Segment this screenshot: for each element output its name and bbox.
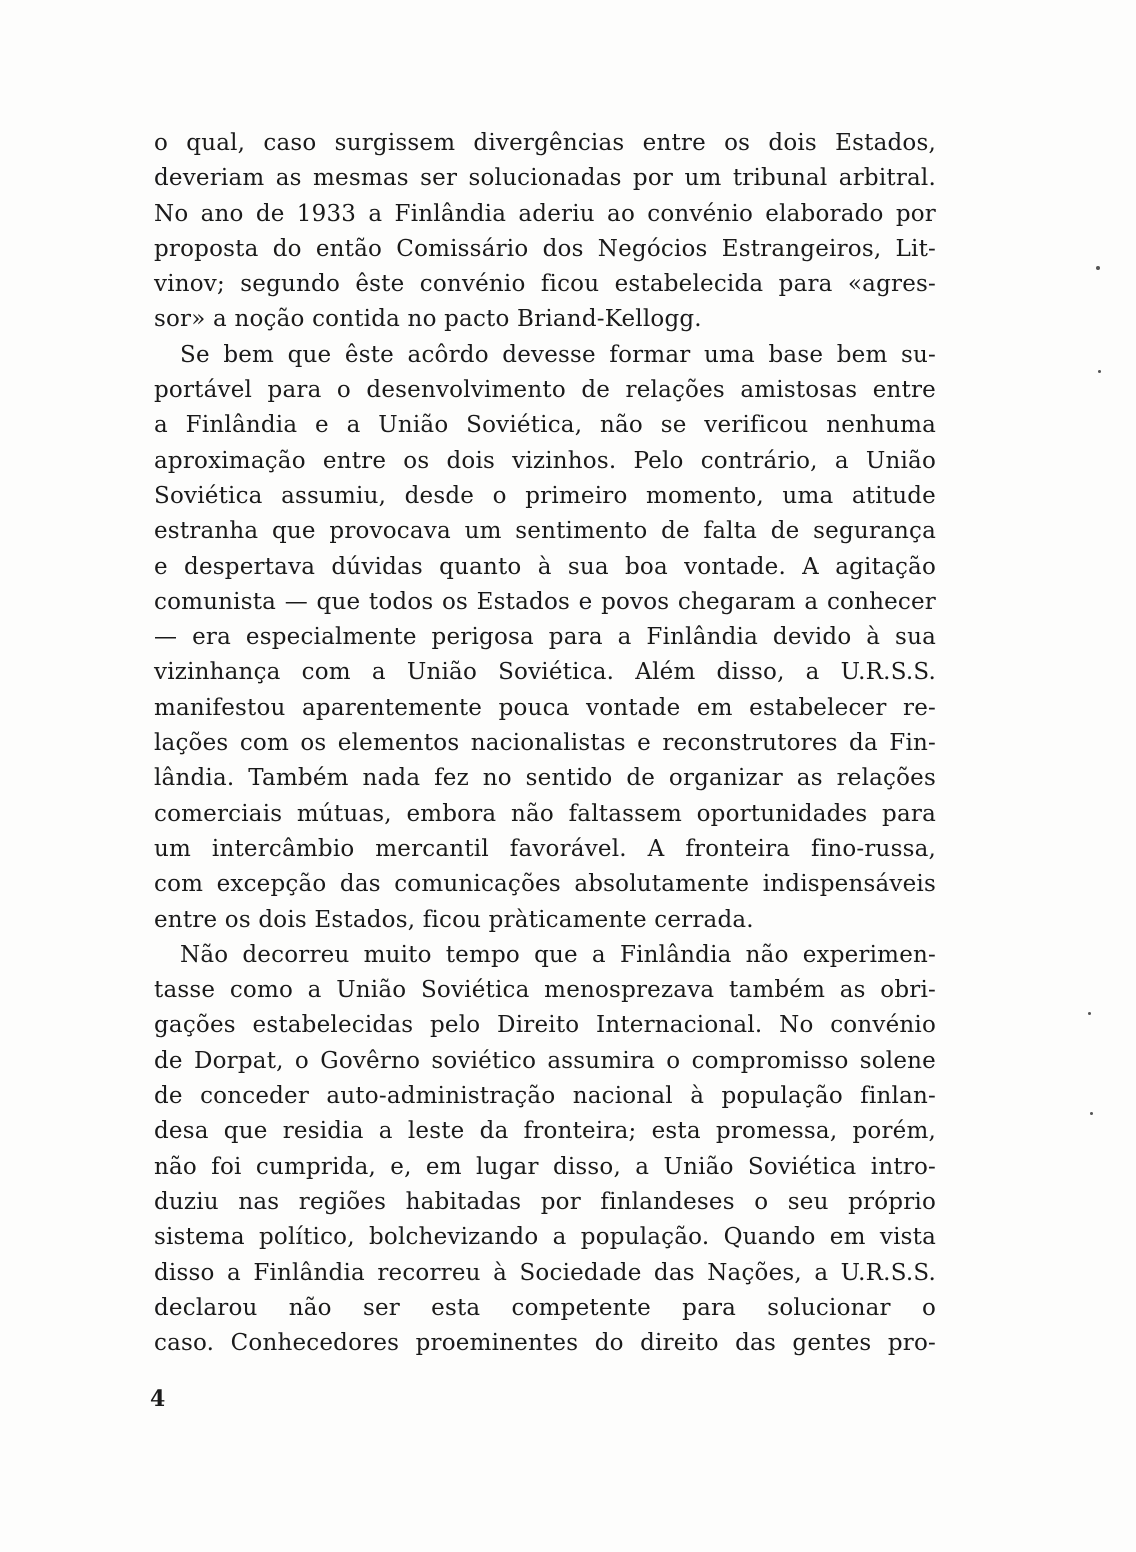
text-line: desa que residia a leste da fronteira; esta promessa, porém, (154, 1118, 936, 1145)
text-line: Soviética assumiu, desde o primeiro momento, uma atitude (154, 482, 936, 509)
text-line: não foi cumprida, e, em lugar disso, a União Soviética intro- (154, 1153, 936, 1180)
text-line: sistema político, bolchevizando a população. Quando em vista (154, 1224, 936, 1251)
text-line: Não decorreu muito tempo que a Finlândia não experimen- (180, 941, 936, 968)
scan-speck (1096, 266, 1100, 270)
text-line: — era especialmente perigosa para a Finlândia devido à sua (154, 624, 936, 651)
text-line: entre os dois Estados, ficou pràticamente cerrada. (154, 906, 754, 933)
paragraph-3 (154, 938, 936, 1362)
text-line: vinov; segundo êste convénio ficou estabelecida para «agres- (154, 271, 936, 298)
text-line: a Finlândia e a União Soviética, não se verificou nenhuma (154, 412, 936, 439)
text-line: declarou não ser esta competente para solucionar o (154, 1294, 936, 1321)
text-line: aproximação entre os dois vizinhos. Pelo contrário, a União (154, 447, 936, 474)
paragraph-2 (154, 338, 936, 938)
text-line: de Dorpat, o Govêrno soviético assumira o compromisso solene (154, 1047, 936, 1074)
text-line: com excepção das comunicações absolutamente indispensáveis (154, 871, 936, 898)
page-number: 4 (150, 1386, 166, 1412)
text-line: o qual, caso surgissem divergências entre os dois Estados, (154, 130, 936, 156)
text-line: duziu nas regiões habitadas por finlandeses o seu próprio (154, 1188, 936, 1215)
text-line: disso a Finlândia recorreu à Sociedade das Nações, a U.R.S.S. (154, 1259, 936, 1286)
text-line: um intercâmbio mercantil favorável. A fronteira fino-russa, (154, 835, 936, 862)
text-line: proposta do então Comissário dos Negócios Estrangeiros, Lit- (154, 235, 936, 262)
scan-speck (1090, 1112, 1093, 1115)
scan-speck (1088, 1012, 1091, 1015)
scan-speck (1098, 370, 1101, 373)
text-line: comunista — que todos os Estados e povos chegaram a conhecer (154, 588, 936, 615)
text-line: No ano de 1933 a Finlândia aderiu ao convénio elaborado por (154, 200, 936, 227)
text-line: tasse como a União Soviética menosprezava também as obri- (154, 977, 936, 1004)
text-line: manifestou aparentemente pouca vontade em estabelecer re- (154, 694, 936, 721)
text-line: comerciais mútuas, embora não faltassem oportunidades para (154, 800, 936, 827)
text-line: portável para o desenvolvimento de relações amistosas entre (154, 377, 936, 404)
text-line: gações estabelecidas pelo Direito Internacional. No convénio (154, 1012, 936, 1039)
text-line: lações com os elementos nacionalistas e reconstrutores da Fin- (154, 730, 936, 757)
text-line: e despertava dúvidas quanto à sua boa vontade. A agitação (154, 553, 936, 580)
text-line: vizinhança com a União Soviética. Além disso, a U.R.S.S. (154, 659, 936, 686)
body-text (154, 126, 936, 1361)
text-line: caso. Conhecedores proeminentes do direito das gentes pro- (154, 1330, 936, 1357)
text-line: lândia. Também nada fez no sentido de organizar as relações (154, 765, 936, 792)
text-line: sor» a noção contida no pacto Briand-Kellogg. (154, 306, 702, 333)
text-line: estranha que provocava um sentimento de falta de segurança (154, 518, 936, 545)
text-line: de conceder auto-administração nacional à população finlan- (154, 1083, 936, 1110)
paragraph-1 (154, 126, 936, 338)
text-line: deveriam as mesmas ser solucionadas por um tribunal arbitral. (154, 165, 936, 192)
text-line: Se bem que êste acôrdo devesse formar uma base bem su- (180, 341, 936, 368)
